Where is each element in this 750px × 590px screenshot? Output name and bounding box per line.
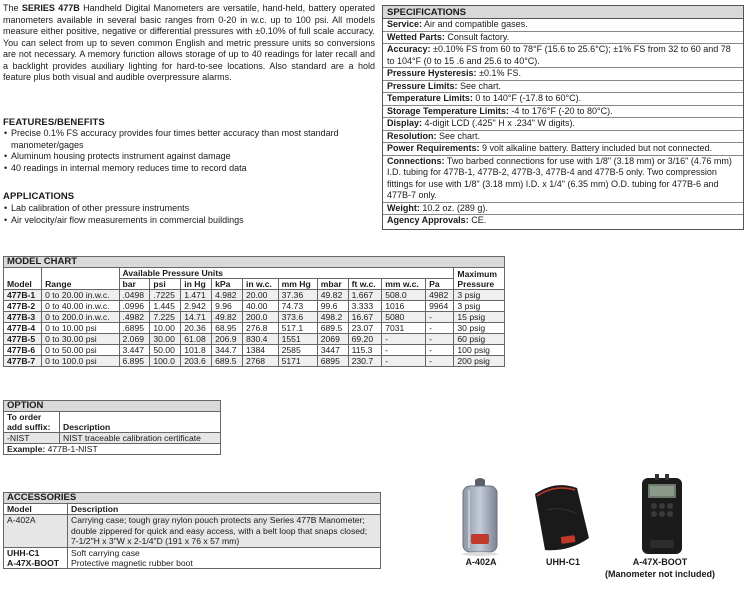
table-cell: - — [426, 323, 454, 334]
table-cell: .0498 — [119, 290, 150, 301]
table-row — [4, 312, 505, 323]
table-cell: 1551 — [278, 334, 317, 345]
table-cell: .4982 — [119, 312, 150, 323]
table-cell: 69.20 — [348, 334, 382, 345]
col-header: Pa — [426, 279, 454, 290]
applications-list — [3, 203, 375, 226]
accessory-description: Protective magnetic rubber boot — [68, 558, 381, 569]
specifications-box — [382, 5, 744, 230]
spec-row: Display: 4-digit LCD (.425" H x .234" W digits). — [383, 118, 743, 131]
col-header: Pressure — [454, 279, 505, 290]
table-cell: - — [382, 345, 426, 356]
list-item: • Lab calibration of other pressure instruments — [3, 203, 375, 215]
table-cell: .7225 — [150, 290, 181, 301]
table-cell: - — [426, 356, 454, 367]
table-cell: - — [426, 345, 454, 356]
table-cell: 9964 — [426, 301, 454, 312]
option-description: NIST traceable calibration certificate — [60, 433, 221, 444]
spec-row: Connections: Two barbed connections for use with 1/8" (3.18 mm) or 3/16" (4.76 mm) I.D. tubing for 477B-1, 477B-2, 477B-3, 477B-4 and 477B-5 only. Two compression fittings for use with 1/8" (3.18 mm) I.D. x 1/4" (6.35 mm) O.D. tubing for 477B-6 and 477B-7 only. — [383, 156, 743, 203]
table-cell: 15 psig — [454, 312, 505, 323]
applications-title: APPLICATIONS — [3, 191, 75, 202]
col-header: mm Hg — [278, 279, 317, 290]
table-cell: 200.0 — [242, 312, 278, 323]
table-cell: 3 psig — [454, 301, 505, 312]
a402a-pouch-image — [455, 478, 505, 556]
option-suffix-header: To order add suffix: — [4, 412, 60, 433]
col-header: psi — [150, 279, 181, 290]
accessory-model: A-402A — [4, 515, 68, 548]
spec-row: Pressure Limits: See chart. — [383, 81, 743, 94]
table-cell: 49.82 — [212, 312, 243, 323]
features-list — [3, 128, 375, 174]
intro-paragraph: The SERIES 477B Handheld Digital Manometers are versatile, hand-held, battery operated manometers available in several basic ranges from 0-20 in w.c. up to 100 psi. All models measure either positive, negative or differential pressures with ±0.10% of full scale accuracy. You can select from up to seven common English and metric pressure units so conversions are not necessary. A memory function allows storage of up to 40 readings for later recall and a backlight provides auxiliary lighting for hard-to-see locations. Also standard are a hold feature plus both visual and audible overpressure alarms. — [3, 3, 375, 82]
table-cell: 0 to 20.00 in.w.c. — [42, 290, 119, 301]
list-item: • Precise 0.1% FS accuracy provides four times better accuracy than most standard manometer/gages — [3, 128, 375, 151]
uhh-c1-case-image — [525, 480, 595, 556]
table-cell: 7.225 — [150, 312, 181, 323]
table-cell: 230.7 — [348, 356, 382, 367]
spec-row: Weight: 10.2 oz. (289 g). — [383, 203, 743, 216]
table-cell: 498.2 — [317, 312, 348, 323]
option-title: OPTION — [4, 401, 221, 412]
table-row — [4, 356, 505, 367]
accessory-model: A-47X-BOOT — [4, 558, 68, 569]
spec-row: Temperature Limits: 0 to 140°F (-17.8 to 60°C). — [383, 93, 743, 106]
option-table — [3, 400, 221, 455]
table-cell: 115.3 — [348, 345, 382, 356]
table-cell: 200 psig — [454, 356, 505, 367]
col-group-header: Available Pressure Units — [119, 268, 454, 279]
table-cell: 3447 — [317, 345, 348, 356]
spec-row: Wetted Parts: Consult factory. — [383, 32, 743, 45]
table-cell: .6895 — [119, 323, 150, 334]
accessory-description: Carrying case; tough gray nylon pouch protects any Series 477B Manometer; double zippered for quick and easy access, with a belt loop that snaps closed; 7-1/2"H x 3"W x 2-1/4"D (191 x 76 x 57 mm) — [68, 515, 381, 548]
col-header: Description — [68, 504, 381, 515]
a47x-boot-label: A-47X-BOOT — [632, 557, 688, 567]
accessories-title: ACCESSORIES — [4, 493, 381, 504]
table-cell: 0 to 50.00 psi — [42, 345, 119, 356]
table-cell: 20.36 — [181, 323, 212, 334]
table-cell: 276.8 — [242, 323, 278, 334]
option-example: Example: 477B-1-NIST — [4, 444, 221, 455]
series-name: SERIES 477B — [21, 3, 80, 13]
col-header: mbar — [317, 279, 348, 290]
table-cell: 60 psig — [454, 334, 505, 345]
table-cell: 68.95 — [212, 323, 243, 334]
table-cell: 7031 — [382, 323, 426, 334]
table-cell: - — [382, 356, 426, 367]
col-header: kPa — [212, 279, 243, 290]
table-cell: 0 to 40.00 in.w.c. — [42, 301, 119, 312]
table-cell: 99.6 — [317, 301, 348, 312]
table-cell: 74.73 — [278, 301, 317, 312]
list-item: • Aluminum housing protects instrument against damage — [3, 151, 375, 163]
col-header: Maximum — [454, 268, 505, 279]
list-item: • 40 readings in internal memory reduces time to record data — [3, 163, 375, 175]
option-code: -NIST — [4, 433, 60, 444]
table-cell: 1.667 — [348, 290, 382, 301]
table-cell: 100 psig — [454, 345, 505, 356]
table-cell: 206.9 — [212, 334, 243, 345]
table-cell: 3.333 — [348, 301, 382, 312]
table-cell: - — [426, 312, 454, 323]
table-cell: 100.0 — [150, 356, 181, 367]
table-cell: 3.447 — [119, 345, 150, 356]
table-cell: 3 psig — [454, 290, 505, 301]
table-cell: 0 to 30.00 psi — [42, 334, 119, 345]
list-item: • Air velocity/air flow measurements in commercial buildings — [3, 215, 375, 227]
model-cell: 477B-7 — [4, 356, 42, 367]
model-chart-table — [3, 256, 505, 367]
spec-row: Storage Temperature Limits: -4 to 176°F (-20 to 80°C). — [383, 106, 743, 119]
table-cell: 517.1 — [278, 323, 317, 334]
table-row — [4, 323, 505, 334]
table-cell: 20.00 — [242, 290, 278, 301]
col-header: in Hg — [181, 279, 212, 290]
spec-row: Pressure Hysteresis: ±0.1% FS. — [383, 68, 743, 81]
col-header: bar — [119, 279, 150, 290]
table-cell: 689.5 — [317, 323, 348, 334]
table-cell: 40.00 — [242, 301, 278, 312]
table-cell: 5080 — [382, 312, 426, 323]
accessory-model: UHH-C1 — [4, 547, 68, 558]
col-header: in w.c. — [242, 279, 278, 290]
table-cell: 4.982 — [212, 290, 243, 301]
table-cell: 49.82 — [317, 290, 348, 301]
table-cell: 508.0 — [382, 290, 426, 301]
table-cell: .0996 — [119, 301, 150, 312]
table-cell: 2069 — [317, 334, 348, 345]
features-title: FEATURES/BENEFITS — [3, 117, 105, 128]
table-cell: 30 psig — [454, 323, 505, 334]
model-cell: 477B-4 — [4, 323, 42, 334]
table-cell: 30.00 — [150, 334, 181, 345]
a402a-label: A-402A — [465, 557, 497, 567]
table-cell: 2585 — [278, 345, 317, 356]
table-cell: 0 to 200.0 in.w.c. — [42, 312, 119, 323]
col-header: ft w.c. — [348, 279, 382, 290]
col-header: Range — [42, 268, 119, 290]
model-cell: 477B-3 — [4, 312, 42, 323]
table-cell: 37.36 — [278, 290, 317, 301]
model-cell: 477B-5 — [4, 334, 42, 345]
table-cell: 50.00 — [150, 345, 181, 356]
spec-row: Resolution: See chart. — [383, 131, 743, 144]
col-header: mm w.c. — [382, 279, 426, 290]
table-row — [4, 345, 505, 356]
model-cell: 477B-2 — [4, 301, 42, 312]
specifications-title: SPECIFICATIONS — [383, 6, 743, 19]
table-cell: 9.96 — [212, 301, 243, 312]
model-cell: 477B-1 — [4, 290, 42, 301]
table-cell: 5171 — [278, 356, 317, 367]
table-cell: 6895 — [317, 356, 348, 367]
table-row — [4, 334, 505, 345]
table-cell: 4982 — [426, 290, 454, 301]
table-cell: 203.6 — [181, 356, 212, 367]
spec-row: Agency Approvals: CE. — [387, 215, 487, 225]
table-row — [4, 290, 505, 301]
table-cell: 2.942 — [181, 301, 212, 312]
table-cell: 2768 — [242, 356, 278, 367]
accessory-description: Soft carrying case — [68, 547, 381, 558]
model-chart-title: MODEL CHART — [4, 257, 505, 268]
table-cell: 1.445 — [150, 301, 181, 312]
table-cell: 1384 — [242, 345, 278, 356]
table-cell: 101.8 — [181, 345, 212, 356]
table-cell: 0 to 100.0 psi — [42, 356, 119, 367]
table-cell: 689.5 — [212, 356, 243, 367]
a47x-boot-note: (Manometer not included) — [605, 569, 715, 579]
option-desc-header: Description — [60, 412, 221, 433]
accessories-table — [3, 492, 381, 569]
table-row — [4, 301, 505, 312]
spec-row: Power Requirements: 9 volt alkaline battery. Battery included but not connected. — [383, 143, 743, 156]
col-header: Model — [4, 268, 42, 290]
table-cell: 0 to 10.00 psi — [42, 323, 119, 334]
table-cell: 23.07 — [348, 323, 382, 334]
table-cell: 10.00 — [150, 323, 181, 334]
table-cell: 1.471 — [181, 290, 212, 301]
table-cell: 61.08 — [181, 334, 212, 345]
table-cell: 16.67 — [348, 312, 382, 323]
table-cell: 344.7 — [212, 345, 243, 356]
model-cell: 477B-6 — [4, 345, 42, 356]
spec-row: Service: Air and compatible gases. — [383, 19, 743, 32]
table-cell: 2.069 — [119, 334, 150, 345]
uhh-c1-label: UHH-C1 — [545, 557, 580, 567]
table-cell: 1016 — [382, 301, 426, 312]
col-header: Model — [4, 504, 68, 515]
spec-row: Accuracy: ±0.10% FS from 60 to 78°F (15.6 to 25.6°C); ±1% FS from 32 to 60 and 78 to 104°F (0 to 15 .6 and 25.6 to 40°C). — [383, 44, 743, 68]
table-cell: 373.6 — [278, 312, 317, 323]
a47x-boot-image — [640, 474, 684, 556]
table-cell: - — [382, 334, 426, 345]
table-cell: - — [426, 334, 454, 345]
table-cell: 6.895 — [119, 356, 150, 367]
table-cell: 830.4 — [242, 334, 278, 345]
table-cell: 14.71 — [181, 312, 212, 323]
